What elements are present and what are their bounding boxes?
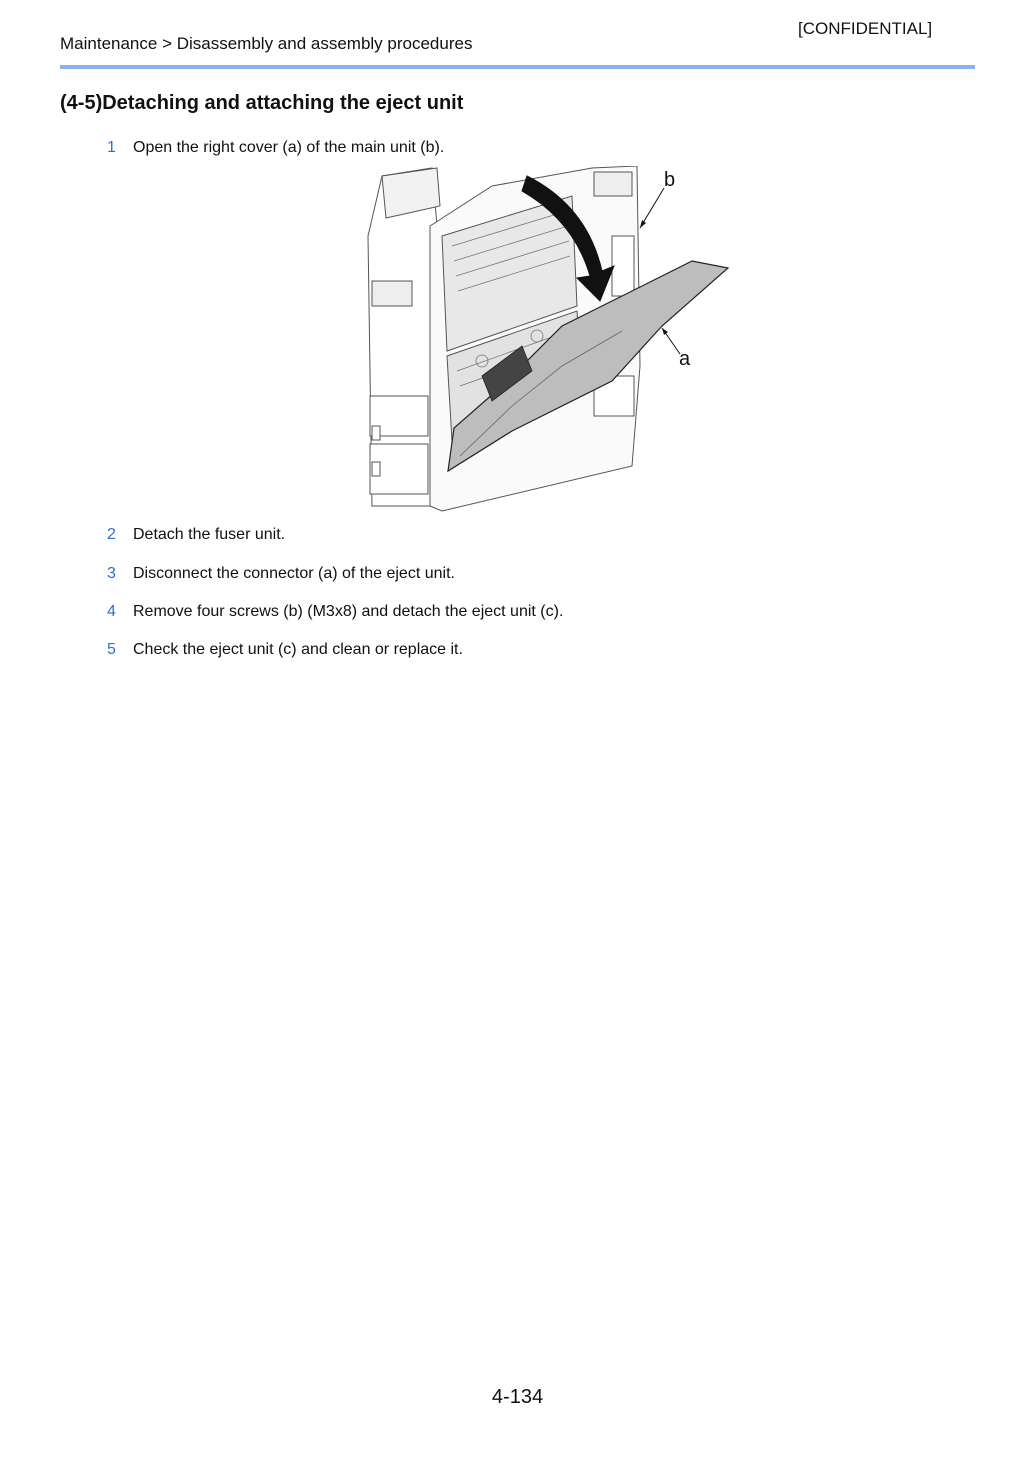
step-number: 1 [107,139,116,156]
step-text: Remove four screws (b) (M3x8) and detach the eject unit (c). [133,603,564,620]
step-number: 5 [107,641,116,658]
callout-label-a: a [679,348,691,370]
step-2 [107,526,285,544]
step-number: 3 [107,565,116,582]
step-3 [107,565,455,583]
page-number: 4-134 [491,1386,544,1408]
step-text: Disconnect the connector (a) of the eject unit. [133,565,455,582]
breadcrumb: Maintenance > Disassembly and assembly procedures [60,34,473,53]
step-text: Detach the fuser unit. [133,526,286,543]
step-text: Check the eject unit (c) and clean or replace it. [133,641,463,658]
confidential-label: [CONFIDENTIAL] [798,19,933,38]
printer-right-cover-illustration [362,166,742,514]
step-number: 2 [107,526,116,543]
step-1 [107,139,444,157]
step-text: Open the right cover (a) of the main unit (b). [133,139,445,156]
section-title: (4-5)Detaching and attaching the eject unit [60,92,464,114]
header-divider [60,65,975,69]
step-5 [107,641,463,659]
step-4 [107,603,563,621]
step-number: 4 [107,603,116,620]
callout-label-b: b [664,169,676,191]
